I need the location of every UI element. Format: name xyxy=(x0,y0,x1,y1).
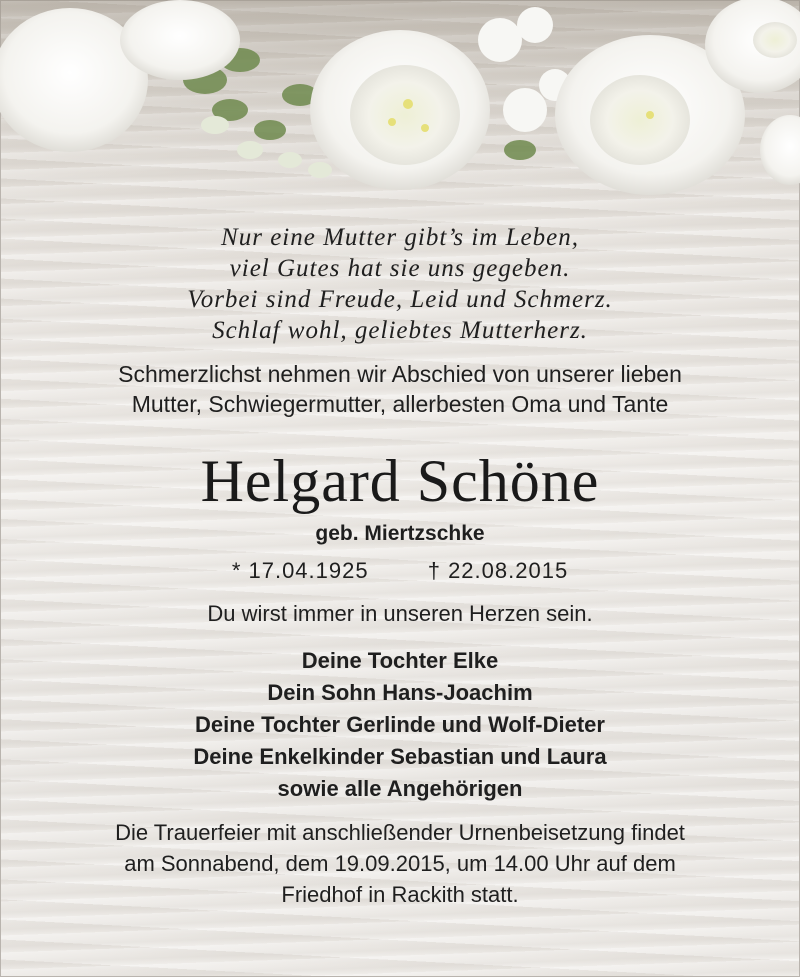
white-tulips-photo xyxy=(0,0,800,205)
service-line: Friedhof in Rackith statt. xyxy=(281,882,519,907)
obituary-text xyxy=(0,222,800,910)
poem xyxy=(0,222,800,346)
poem-line: Schlaf wohl, geliebtes Mutterherz. xyxy=(212,317,588,344)
mourners-list xyxy=(0,645,800,805)
poem-line: viel Gutes hat sie uns gegeben. xyxy=(229,255,571,282)
poem-line: Vorbei sind Freude, Leid und Schmerz. xyxy=(187,286,613,313)
mourner-line: Deine Enkelkinder Sebastian und Laura xyxy=(193,744,607,769)
maiden-name: geb. Miertzschke xyxy=(315,522,485,545)
intro-text xyxy=(0,359,800,419)
mourner-line: Deine Tochter Gerlinde und Wolf-Dieter xyxy=(195,712,605,737)
service-line: Die Trauerfeier mit anschließender Urnenbeisetzung findet xyxy=(115,820,685,845)
mourner-line: Dein Sohn Hans-Joachim xyxy=(267,680,533,705)
mourner-line: sowie alle Angehörigen xyxy=(277,776,523,801)
funeral-service-notice xyxy=(0,817,800,910)
memorial-saying: Du wirst immer in unseren Herzen sein. xyxy=(207,601,593,626)
birth-date: * 17.04.1925 xyxy=(231,558,369,583)
deceased-name: Helgard Schöne xyxy=(200,448,600,514)
mourner-line: Deine Tochter Elke xyxy=(301,648,499,673)
life-dates xyxy=(0,557,800,585)
service-line: am Sonnabend, dem 19.09.2015, um 14.00 Uhr auf dem xyxy=(124,851,676,876)
death-date: † 22.08.2015 xyxy=(427,558,569,583)
tulip-center xyxy=(310,30,490,190)
intro-line: Schmerzlichst nehmen wir Abschied von unserer lieben xyxy=(118,361,682,387)
intro-line: Mutter, Schwiegermutter, allerbesten Oma und Tante xyxy=(131,391,669,417)
poem-line: Nur eine Mutter gibt’s im Leben, xyxy=(221,224,579,251)
